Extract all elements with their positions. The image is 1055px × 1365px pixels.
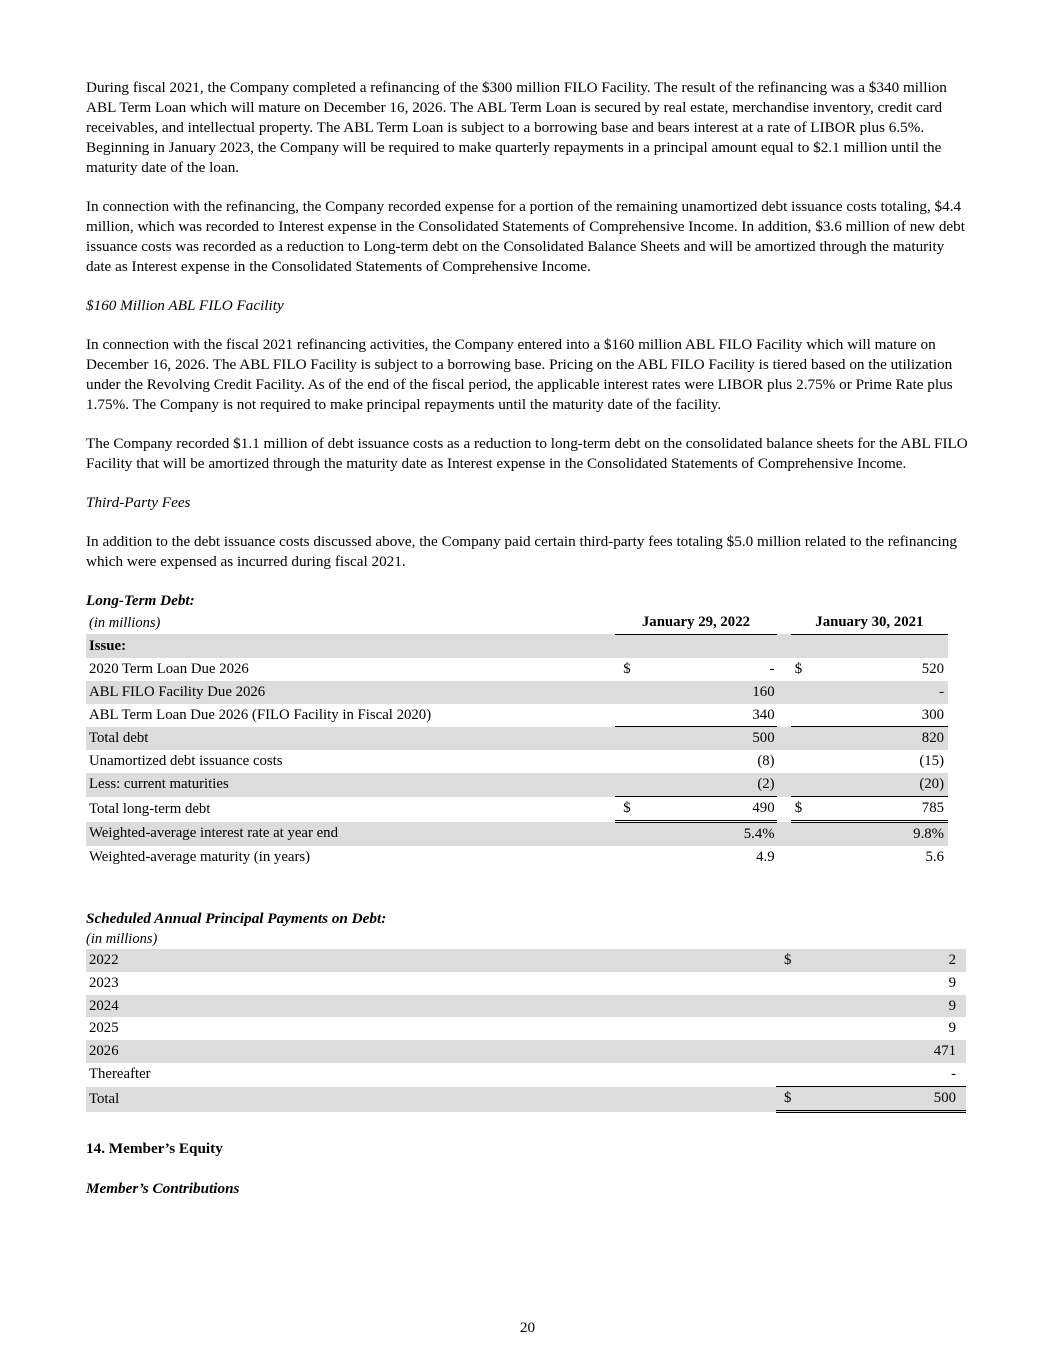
- row-label: Unamortized debt issuance costs: [89, 753, 283, 770]
- payment-value: -: [951, 1066, 956, 1083]
- value-2022: 340: [648, 704, 777, 727]
- value-2021: (15): [919, 753, 944, 770]
- row-label: Weighted-average maturity (in years): [89, 848, 311, 865]
- value-2022: (2): [648, 773, 777, 796]
- payment-value: 9: [948, 1020, 956, 1037]
- table-row-total-long-term-debt: [86, 797, 948, 822]
- year-label: 2022: [86, 949, 776, 972]
- section-title-members-equity: 14. Member’s Equity: [86, 1140, 223, 1158]
- value-2021: 5.6: [925, 848, 944, 865]
- heading-third-party-fees: Third-Party Fees: [86, 494, 191, 511]
- value-2021: 785: [819, 797, 948, 822]
- row-label: ABL FILO Facility Due 2026: [86, 681, 615, 704]
- dollar-sign: $: [623, 660, 631, 677]
- column-header-2022: January 29, 2022: [615, 611, 776, 634]
- value-2021: (20): [819, 773, 948, 796]
- row-label: 2020 Term Loan Due 2026: [89, 660, 249, 677]
- table-row: [86, 822, 948, 846]
- paragraph-refinancing: During fiscal 2021, the Company completed a refinancing of the $300 million FILO Facility. The result of the refinancing was a $340 million ABL Term Loan which will mature on December 16, 2026. The ABL Term Loan is secured by real estate, merchandise inventory, credit card receivables, and intellectual property. The ABL Term Loan is subject to a borrowing base and bears interest at a rate of LIBOR plus 6.5%. Beginning in January 2023, the Company will be required to make quarterly repayments in a principal amount equal to $2.1 million until the maturity date of the loan.: [86, 79, 947, 176]
- units-label: (in millions): [89, 614, 161, 631]
- year-label: 2024: [86, 995, 776, 1018]
- value-2022: -: [769, 660, 775, 677]
- value-2021: 520: [921, 660, 944, 677]
- dollar-sign: $: [776, 1087, 808, 1112]
- table-row: [86, 949, 966, 972]
- dollar-sign: $: [791, 797, 819, 822]
- table-row: [86, 681, 948, 704]
- table-row: [86, 704, 948, 727]
- value-2022: 5.4%: [648, 822, 777, 846]
- year-label: 2026: [86, 1040, 776, 1063]
- value-2021: -: [819, 681, 948, 704]
- payment-value: 9: [808, 995, 966, 1018]
- column-header-2021: January 30, 2021: [791, 611, 948, 634]
- payment-value: 471: [808, 1040, 966, 1063]
- row-label: Less: current maturities: [86, 773, 615, 796]
- dollar-sign: $: [615, 797, 647, 822]
- table-row: [86, 972, 966, 995]
- row-label: ABL Term Loan Due 2026 (FILO Facility in Fiscal 2020): [89, 706, 432, 723]
- total-value: 500: [808, 1087, 966, 1112]
- value-2021: 820: [819, 727, 948, 750]
- dollar-sign: $: [794, 660, 803, 677]
- scheduled-payments-table: [86, 949, 966, 1113]
- table-row: [86, 1017, 966, 1040]
- value-2022: 160: [648, 681, 777, 704]
- table-header-row: [86, 611, 948, 634]
- value-2022: 500: [648, 727, 777, 750]
- table-row: [86, 995, 966, 1018]
- table-row-issue: [86, 634, 948, 657]
- table-row-total: [86, 1087, 966, 1112]
- paragraph-filo-costs: The Company recorded $1.1 million of debt issuance costs as a reduction to long-term debt on the consolidated balance sheets for the ABL FILO Facility that will be amortized through the maturity date as Interest expense in the Consolidated Statements of Comprehensive Income.: [86, 435, 968, 472]
- dollar-sign: $: [776, 949, 808, 972]
- table-row: [86, 750, 948, 773]
- value-2022: 4.9: [756, 848, 775, 865]
- value-2021: 9.8%: [819, 822, 948, 846]
- table-row: [86, 773, 948, 796]
- heading-abl-filo-facility: $160 Million ABL FILO Facility: [86, 297, 284, 314]
- year-label: Thereafter: [89, 1066, 151, 1083]
- value-2022: 490: [648, 797, 777, 822]
- scheduled-payments-units: (in millions): [86, 930, 158, 947]
- table-row: [86, 1040, 966, 1063]
- value-2022: (8): [757, 753, 775, 770]
- subsection-members-contributions: Member’s Contributions: [86, 1180, 240, 1198]
- issue-label: Issue:: [86, 634, 615, 657]
- scheduled-payments-title: Scheduled Annual Principal Payments on Debt:: [86, 909, 387, 927]
- row-label: Total long-term debt: [89, 800, 211, 817]
- long-term-debt-table: [86, 611, 948, 869]
- row-label: Total debt: [86, 727, 615, 750]
- paragraph-third-party-fees: In addition to the debt issuance costs discussed above, the Company paid certain third-party fees totaling $5.0 million related to the refinancing which were expensed as incurred during fiscal 2021.: [86, 533, 957, 570]
- table-row: [86, 1063, 966, 1086]
- payment-value: 2: [808, 949, 966, 972]
- table-row: [86, 846, 948, 869]
- document-page: [86, 78, 970, 1199]
- total-label: Total: [86, 1087, 776, 1112]
- long-term-debt-title: Long-Term Debt:: [86, 592, 195, 609]
- table-row: [86, 658, 948, 681]
- paragraph-abl-filo: In connection with the fiscal 2021 refinancing activities, the Company entered into a $160 million ABL FILO Facility which will mature on December 16, 2026. The ABL FILO Facility is subject to a borrowing base. Pricing on the ABL FILO Facility is tiered based on the utilization under the Revolving Credit Facility. As of the end of the fiscal period, the applicable interest rates were LIBOR plus 2.75% or Prime Rate plus 1.75%. The Company is not required to make principal repayments until the maturity date of the facility.: [86, 336, 953, 413]
- page-number: 20: [519, 1319, 536, 1336]
- table-row-total-debt: [86, 727, 948, 750]
- year-label: 2023: [89, 974, 119, 991]
- paragraph-issuance-costs: In connection with the refinancing, the Company recorded expense for a portion of the remaining unamortized debt issuance costs totaling, $4.4 million, which was recorded to Interest expense in the Consolidated Statements of Comprehensive Income. In addition, $3.6 million of new debt issuance costs was recorded as a reduction to Long-term debt on the Consolidated Balance Sheets and will be amortized through the maturity date as Interest expense in the Consolidated Statements of Comprehensive Income.: [86, 198, 965, 275]
- payment-value: 9: [948, 974, 956, 991]
- row-label: Weighted-average interest rate at year end: [86, 822, 615, 846]
- year-label: 2025: [89, 1020, 119, 1037]
- value-2021: 300: [819, 704, 948, 727]
